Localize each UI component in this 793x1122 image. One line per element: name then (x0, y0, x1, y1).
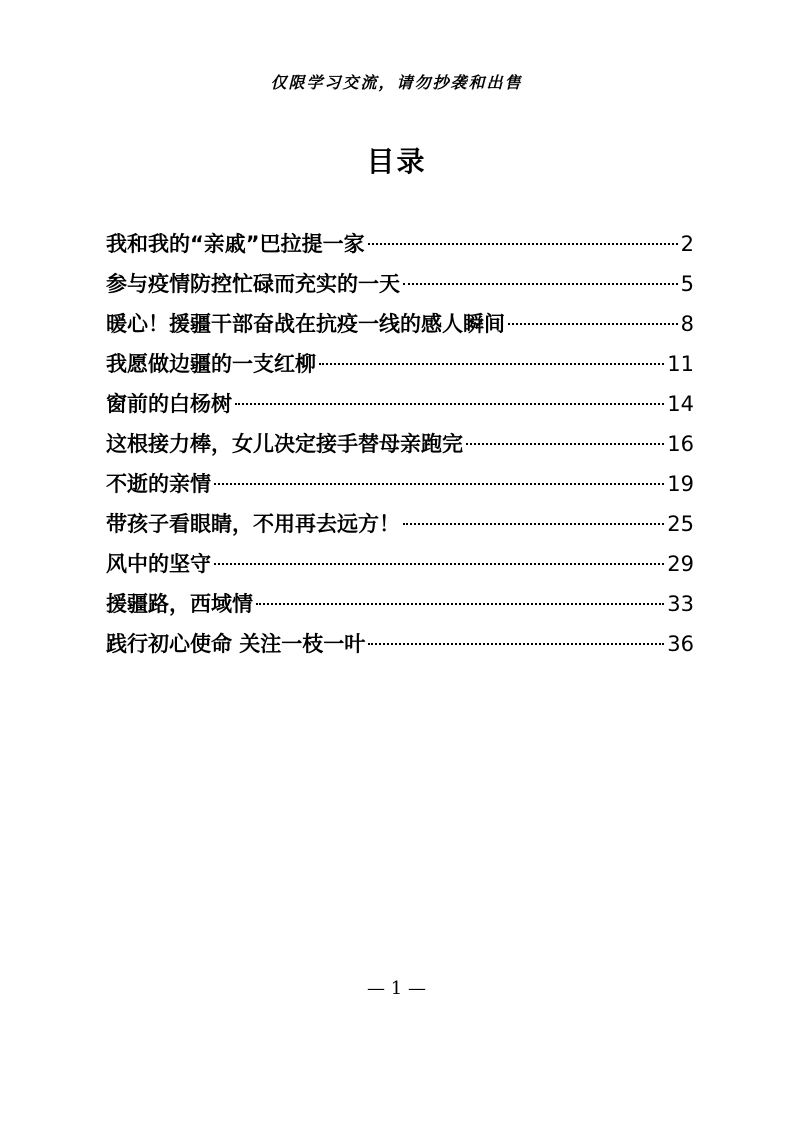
toc-entry-title: 窗前的白杨树 (106, 392, 232, 416)
toc-dot-leader (403, 283, 678, 285)
toc-entry-title: 风中的坚守 (106, 552, 211, 576)
toc-entry-page: 11 (667, 352, 694, 376)
toc-dot-leader (256, 603, 664, 605)
page-title: 目录 (366, 145, 427, 178)
toc-entry-page: 33 (667, 592, 694, 616)
toc-entry-page: 36 (667, 632, 694, 656)
toc-dot-leader (368, 643, 664, 645)
toc-dot-leader (235, 403, 664, 405)
toc-dot-leader (466, 443, 664, 445)
toc-entry-page: 5 (680, 272, 694, 296)
toc-entry[interactable] (106, 266, 694, 306)
toc-entry-page: 25 (667, 512, 694, 536)
toc-entry-page: 2 (680, 232, 694, 256)
page-number-footer: — 1 — (367, 978, 426, 999)
toc-entry[interactable] (106, 346, 694, 386)
toc-dot-leader (319, 363, 664, 365)
toc-dot-leader (403, 523, 664, 525)
toc-entry-page: 14 (667, 392, 694, 416)
toc-entry-page: 16 (667, 432, 694, 456)
toc-entry-page: 19 (667, 472, 694, 496)
toc-entry-title: 这根接力棒，女儿决定接手替母亲跑完 (106, 432, 463, 456)
toc-entry-page: 29 (667, 552, 694, 576)
toc-entry[interactable] (106, 226, 694, 266)
toc-entry[interactable] (106, 466, 694, 506)
toc-dot-leader (368, 243, 678, 245)
toc-entry[interactable] (106, 626, 694, 666)
toc-dot-leader (214, 483, 664, 485)
toc-entry-title: 带孩子看眼睛，不用再去远方！ (106, 512, 400, 536)
toc-entry-title: 我和我的“亲戚”巴拉提一家 (106, 232, 365, 256)
toc-dot-leader (508, 323, 678, 325)
header-note: 仅限学习交流，请勿抄袭和出售 (270, 73, 523, 92)
toc-entry-title: 援疆路，西域情 (106, 592, 253, 616)
toc-entry[interactable] (106, 386, 694, 426)
table-of-contents (106, 226, 694, 666)
toc-entry-title: 不逝的亲情 (106, 472, 211, 496)
toc-entry-title: 暖心！援疆干部奋战在抗疫一线的感人瞬间 (106, 312, 505, 336)
toc-entry-title: 践行初心使命 关注一枝一叶 (106, 632, 366, 656)
toc-entry[interactable] (106, 306, 694, 346)
toc-entry-page: 8 (680, 312, 694, 336)
toc-entry-title: 我愿做边疆的一支红柳 (106, 352, 316, 376)
toc-entry[interactable] (106, 506, 694, 546)
toc-entry[interactable] (106, 586, 694, 626)
toc-entry[interactable] (106, 426, 694, 466)
toc-dot-leader (214, 563, 664, 565)
toc-entry[interactable] (106, 546, 694, 586)
toc-entry-title: 参与疫情防控忙碌而充实的一天 (106, 272, 400, 296)
